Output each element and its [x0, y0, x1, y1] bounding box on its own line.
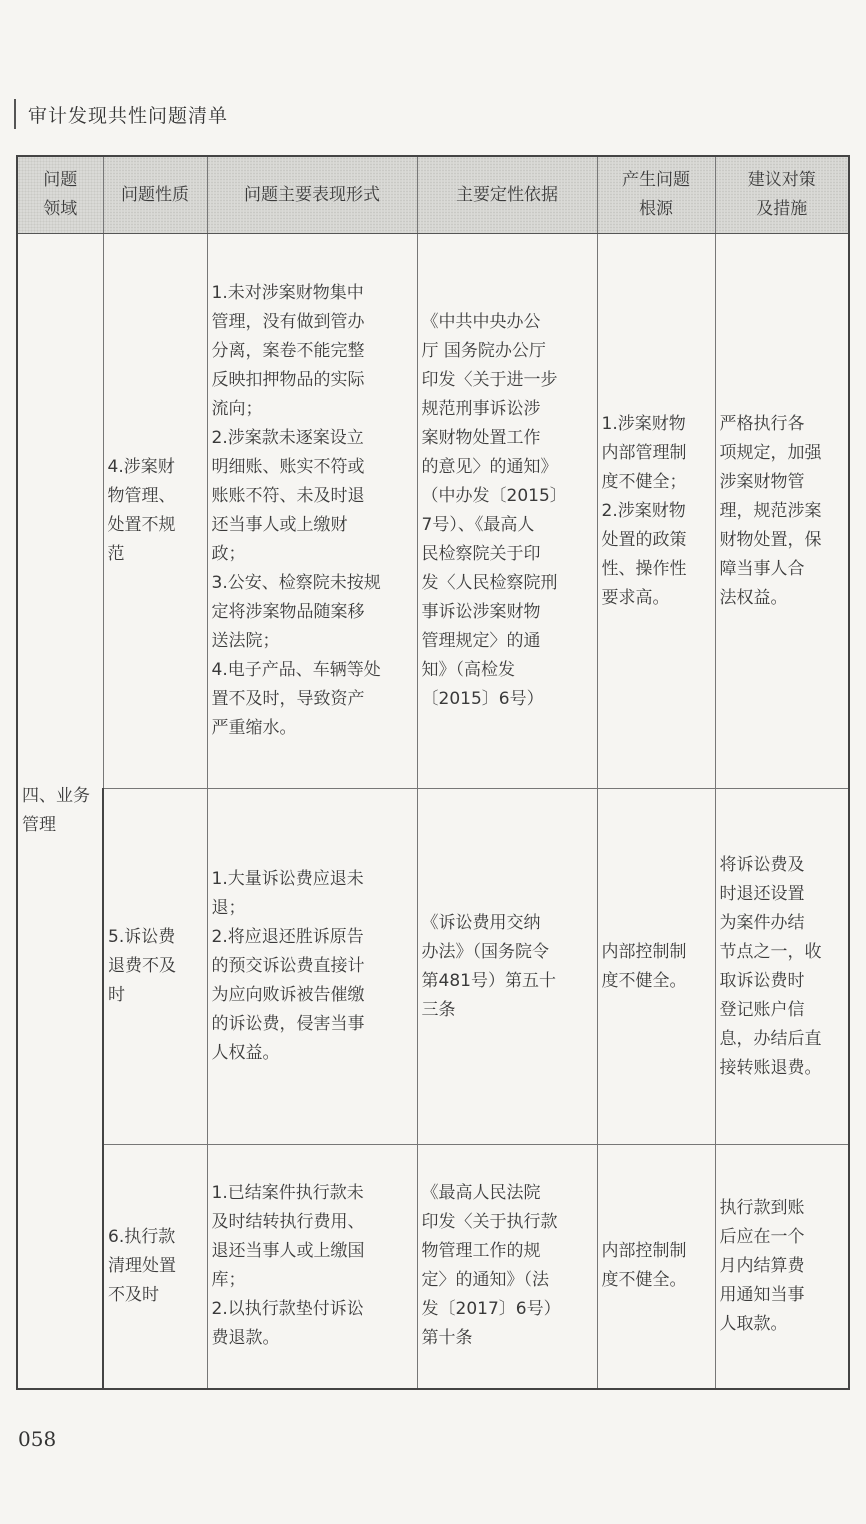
- header-main-forms: 问题主要表现形式: [207, 156, 417, 234]
- nature-cell: 5.诉讼费 退费不及 时: [103, 789, 207, 1145]
- forms-cell: 1.未对涉案财物集中 管理，没有做到管办 分离，案卷不能完整 反映扣押物品的实际 流向； 2.涉案款未逐案设立 明细账、账实不符或 账账不符、未及时退 还当事人或上缴财 政； 3.公安、检察院未按规 定将涉案物品随案移 送法院； 4.电子产品、车辆等处 置不及时，导致资产 严重缩水。: [207, 234, 417, 789]
- cause-cell: 1.涉案财物 内部管理制 度不健全； 2.涉案财物 处置的政策 性、操作性 要求高。: [597, 234, 715, 789]
- table-row: [17, 1145, 849, 1389]
- basis-cell: 《诉讼费用交纳 办法》（国务院令 第481号）第五十 三条: [417, 789, 597, 1145]
- measures-cell: 将诉讼费及 时退还设置 为案件办结 节点之一，收 取诉讼费时 登记账户信 息，办结后直 接转账退费。: [715, 789, 849, 1145]
- table-header-row: [17, 156, 849, 234]
- basis-cell: 《最高人民法院 印发〈关于执行款 物管理工作的规 定〉的通知》（法 发〔2017〕6号） 第十条: [417, 1145, 597, 1389]
- basis-cell: 《中共中央办公 厅 国务院办公厅 印发〈关于进一步 规范刑事诉讼涉 案财物处置工作 的意见〉的通知》 （中办发〔2015〕 7号）、《最高人 民检察院关于印 发〈人民检察院刑 事诉讼涉案财物 管理规定〉的通 知》（高检发 〔2015〕6号）: [417, 234, 597, 789]
- forms-cell: 1.已结案件执行款未 及时结转执行费用、 退还当事人或上缴国 库； 2.以执行款垫付诉讼 费退款。: [207, 1145, 417, 1389]
- header-measures: 建议对策 及措施: [715, 156, 849, 234]
- forms-cell: 1.大量诉讼费应退未 退； 2.将应退还胜诉原告 的预交诉讼费直接计 为应向败诉被告催缴 的诉讼费，侵害当事 人权益。: [207, 789, 417, 1145]
- page-title: 审计发现共性问题清单: [28, 104, 229, 127]
- header-problem-nature: 问题性质: [103, 156, 207, 234]
- table-row: [17, 789, 849, 1145]
- measures-cell: 执行款到账 后应在一个 月内结算费 用通知当事 人取款。: [715, 1145, 849, 1389]
- table-row: [17, 234, 849, 789]
- running-head: [14, 98, 228, 130]
- page-number: 058: [18, 1427, 57, 1451]
- measures-cell: 严格执行各 项规定，加强 涉案财物管 理，规范涉案 财物处置，保 障当事人合 法权益。: [715, 234, 849, 789]
- nature-cell: 4.涉案财 物管理、 处置不规 范: [103, 234, 207, 789]
- nature-cell: 6.执行款 清理处置 不及时: [103, 1145, 207, 1389]
- cause-cell: 内部控制制 度不健全。: [597, 789, 715, 1145]
- header-main-basis: 主要定性依据: [417, 156, 597, 234]
- domain-cell: 四、业务 管理: [17, 234, 103, 1389]
- header-problem-domain: 问题 领域: [17, 156, 103, 234]
- header-root-cause: 产生问题 根源: [597, 156, 715, 234]
- header-rule: [14, 99, 16, 129]
- cause-cell: 内部控制制 度不健全。: [597, 1145, 715, 1389]
- issues-table: [16, 155, 850, 1390]
